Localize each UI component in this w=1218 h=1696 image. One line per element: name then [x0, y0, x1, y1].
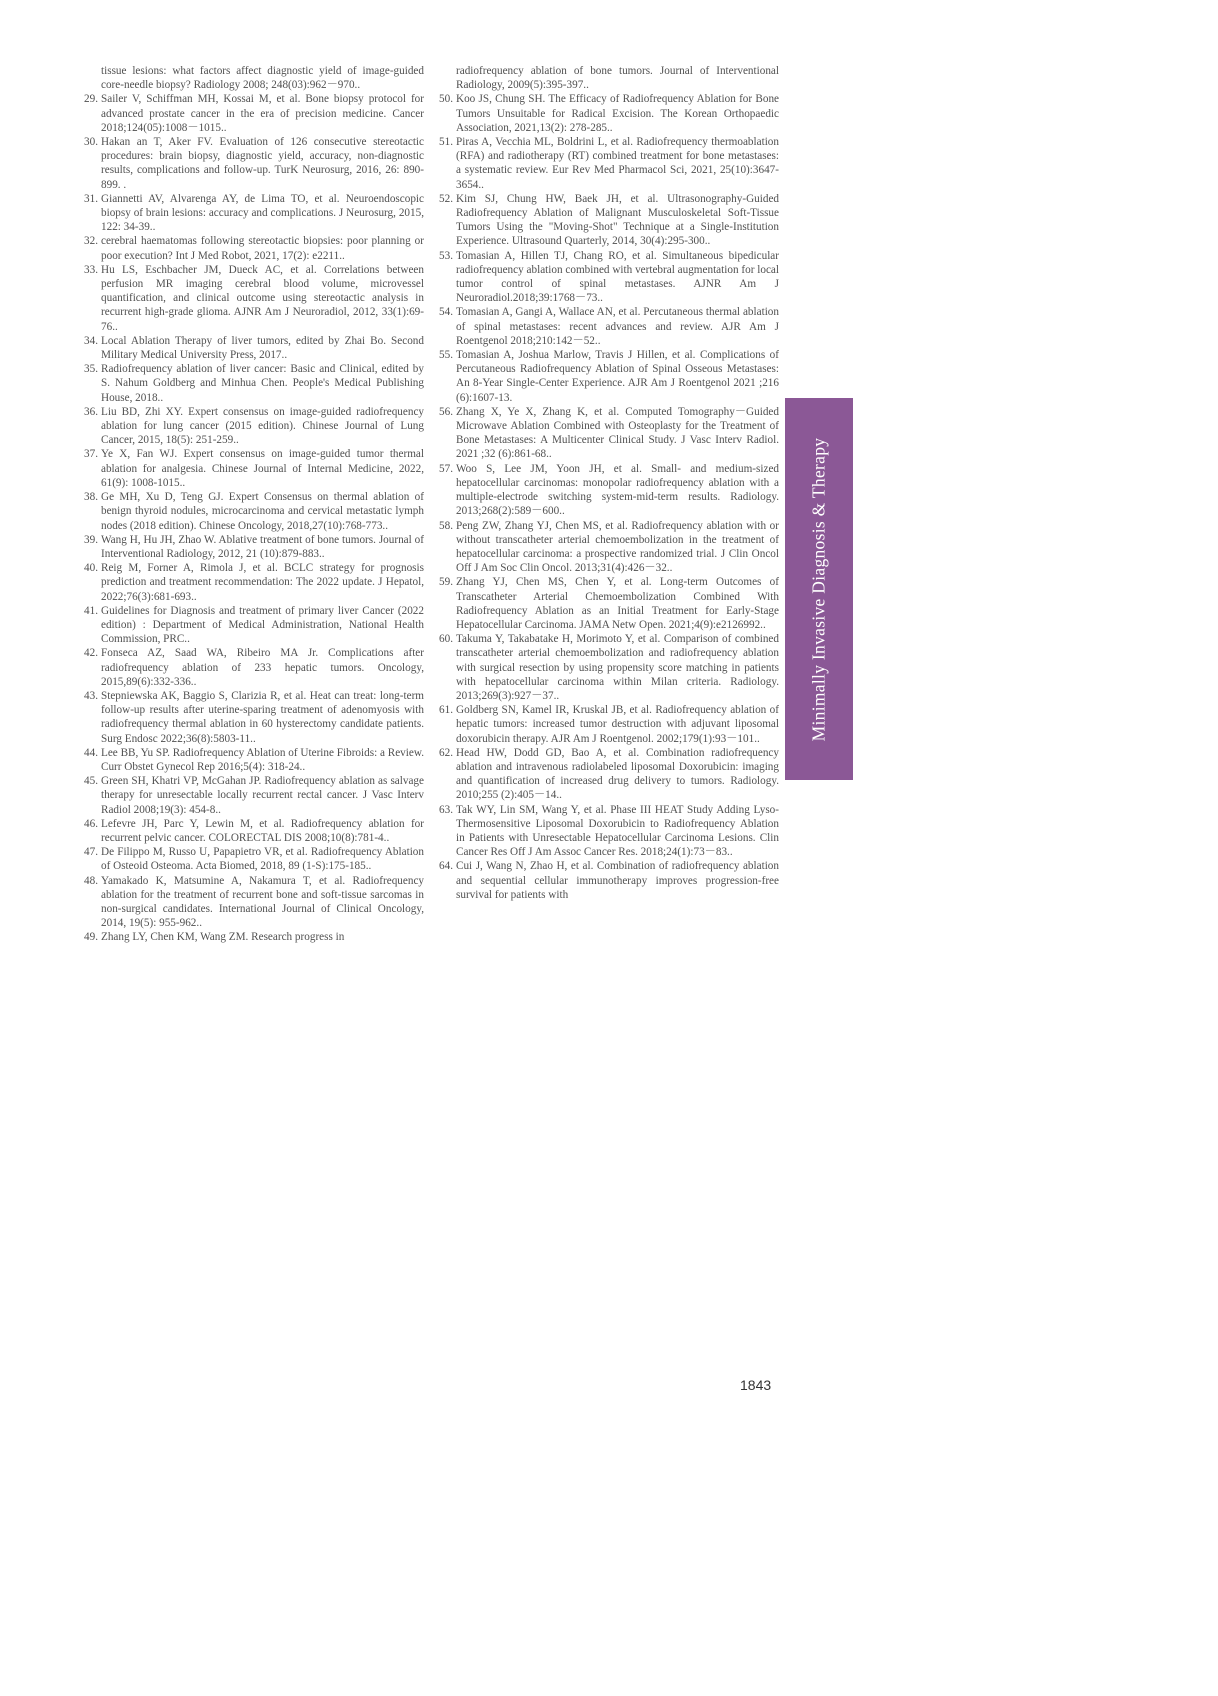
reference-entry: [439, 348, 779, 405]
reference-number: 53.: [439, 249, 453, 262]
reference-entry: [439, 632, 779, 703]
reference-text: Takuma Y, Takabatake H, Morimoto Y, et al. Comparison of combined transcatheter arterial chemoembolization and radiofrequency ablation with surgical resection by using propensity score matching in patients with hepatocellular carcinoma within Milan criteria. Radiology. 2013;269(3):927－37..: [456, 633, 779, 702]
reference-entry: [439, 575, 779, 632]
reference-entry: [439, 462, 779, 519]
reference-number: 29.: [84, 93, 98, 106]
reference-number: 35.: [84, 363, 98, 376]
reference-text: Ye X, Fan WJ. Expert consensus on image-guided tumor thermal ablation for analgesia. Chinese Journal of Internal Medicine, 2022, 61(9): 1008-1015..: [101, 448, 424, 489]
reference-number: 31.: [84, 192, 98, 205]
reference-text: Tomasian A, Hillen TJ, Chang RO, et al. Simultaneous bipedicular radiofrequency ablation combined with vertebral augmentation for local tumor control of spinal metastases. AJNR Am J Neuroradiol.2018;39:1768－73..: [456, 249, 779, 305]
reference-number: 60.: [439, 633, 453, 646]
page-number: 1843: [740, 1377, 772, 1393]
reference-entry: [84, 817, 424, 845]
reference-number: 43.: [84, 689, 98, 702]
reference-entry: [439, 803, 779, 860]
reference-entry: [84, 874, 424, 931]
reference-text: Hakan an T, Aker FV. Evaluation of 126 consecutive stereotactic procedures: brain biopsy, diagnostic yield, accuracy, non-diagnostic results, complications and follow-up. TurK Neurosurg, 2016, 26: 890-899. .: [101, 136, 424, 191]
reference-text: radiofrequency ablation of bone tumors. Journal of Interventional Radiology, 2009(5):395-397..: [456, 65, 779, 92]
reference-number: 41.: [84, 604, 98, 617]
reference-entry: [439, 405, 779, 462]
reference-text: Local Ablation Therapy of liver tumors, edited by Zhai Bo. Second Military Medical University Press, 2017..: [101, 334, 424, 362]
journal-section-tab: [785, 398, 853, 780]
reference-number: 44.: [84, 746, 98, 759]
reference-text: Zhang YJ, Chen MS, Chen Y, et al. Long-term Outcomes of Transcatheter Arterial Chemoembolization Combined With Radiofrequency Ablation as an Initial Treatment for Early-Stage Hepatocellular Carcinoma. JAMA Netw Open. 2021;4(9):e2126992..: [456, 576, 779, 631]
reference-number: 42.: [84, 647, 98, 660]
reference-entry: [84, 263, 424, 334]
reference-text: Hu LS, Eschbacher JM, Dueck AC, et al. Correlations between perfusion MR imaging cerebral blood volume, microvessel quantification, and clinical outcome using stereotactic analysis in recurrent high-grade glioma. AJNR Am J Neuroradiol, 2012, 33(1):69-76..: [101, 263, 424, 333]
reference-number: 38.: [84, 491, 98, 504]
reference-continuation: [439, 64, 779, 92]
reference-number: 55.: [439, 349, 453, 362]
reference-text: Kim SJ, Chung HW, Baek JH, et al. Ultrasonography-Guided Radiofrequency Ablation of Malignant Musculoskeletal Soft-Tissue Tumors Using the "Moving-Shot" Technique at a Single-Institution Experience. Ultrasound Quarterly, 2014, 30(4):295-300..: [456, 192, 779, 248]
reference-text: Tak WY, Lin SM, Wang Y, et al. Phase III HEAT Study Adding Lyso-Thermosensitive Liposomal Doxorubicin to Radiofrequency Ablation in Patients with Unresectable Hepatocellular Carcinoma Lesions. Clin Cancer Res Off J Am Assoc Cancer Res. 2018;24(1):73－83..: [456, 803, 779, 859]
reference-entry: [84, 405, 424, 448]
reference-entry: [84, 362, 424, 405]
reference-entry: [84, 689, 424, 746]
reference-entry: [84, 192, 424, 235]
reference-number: 56.: [439, 405, 453, 418]
reference-number: 63.: [439, 803, 453, 816]
reference-entry: [84, 746, 424, 774]
reference-number: 33.: [84, 263, 98, 276]
reference-number: 36.: [84, 405, 98, 418]
reference-text: Reig M, Forner A, Rimola J, et al. BCLC strategy for prognosis prediction and treatment recommendation: The 2022 update. J Hepatol, 2022;76(3):681-693..: [101, 562, 424, 603]
reference-number: 50.: [439, 93, 453, 106]
reference-number: 57.: [439, 462, 453, 475]
reference-text: Koo JS, Chung SH. The Efficacy of Radiofrequency Ablation for Bone Tumors Unsuitable for Radical Excision. The Korean Orthopaedic Association, 2021,13(2): 278-285..: [456, 93, 779, 134]
reference-text: Ge MH, Xu D, Teng GJ. Expert Consensus on thermal ablation of benign thyroid nodules, microcarcinoma and cervical metastatic lymph nodes (2018 edition). Chinese Oncology, 2018,27(10):768-773..: [101, 491, 424, 532]
reference-text: Radiofrequency ablation of liver cancer: Basic and Clinical, edited by S. Nahum Goldberg and Minhua Chen. People's Medical Publishing House, 2018..: [101, 363, 424, 404]
reference-text: Lefevre JH, Parc Y, Lewin M, et al. Radiofrequency ablation for recurrent pelvic cancer. COLORECTAL DIS 2008;10(8):781-4..: [101, 817, 424, 844]
reference-text: Goldberg SN, Kamel IR, Kruskal JB, et al. Radiofrequency ablation of hepatic tumors: increased tumor destruction with adjuvant liposomal doxorubicin therapy. AJR Am J Roentgenol. 2002;179(1):93－101..: [456, 704, 779, 745]
reference-entry: [84, 334, 424, 362]
reference-text: Cui J, Wang N, Zhao H, et al. Combination of radiofrequency ablation and sequential cellular immunotherapy improves progression-free survival for patients with: [456, 860, 779, 901]
reference-entry: [84, 845, 424, 873]
reference-text: Woo S, Lee JM, Yoon JH, et al. Small- and medium-sized hepatocellular carcinomas: monopolar radiofrequency ablation with a multiple-electrode switching system-mid-term results. Radiology. 2013;268(2):589－600..: [456, 462, 779, 518]
reference-entry: [84, 135, 424, 192]
reference-entry: [439, 135, 779, 192]
reference-text: tissue lesions: what factors affect diagnostic yield of image-guided core-needle biopsy? Radiology 2008; 248(03):962－970..: [101, 65, 424, 92]
reference-text: Tomasian A, Gangi A, Wallace AN, et al. Percutaneous thermal ablation of spinal metastases: recent advances and review. AJR Am J Roentgenol 2018;210:142－52..: [456, 306, 779, 347]
reference-entry: [84, 561, 424, 604]
reference-text: Sailer V, Schiffman MH, Kossai M, et al. Bone biopsy protocol for advanced prostate cancer in the era of precision medicine. Cancer 2018;124(05):1008－1015..: [101, 93, 424, 134]
reference-text: Piras A, Vecchia ML, Boldrini L, et al. Radiofrequency thermoablation (RFA) and radiotherapy (RT) combined treatment for bone metastases: a systematic review. Eur Rev Med Pharmacol Sci, 2021, 25(10):3647-3654..: [456, 136, 779, 191]
reference-text: Head HW, Dodd GD, Bao A, et al. Combination radiofrequency ablation and intravenous radiolabeled liposomal Doxorubicin: imaging and quantification of increased drug delivery to tumors. Radiology. 2010;255 (2):405－14..: [456, 746, 779, 802]
reference-number: 58.: [439, 519, 453, 532]
reference-entry: [84, 533, 424, 561]
reference-number: 64.: [439, 860, 453, 873]
reference-number: 62.: [439, 746, 453, 759]
reference-entry: [84, 930, 424, 944]
reference-entry: [439, 519, 779, 576]
reference-number: 61.: [439, 704, 453, 717]
references-left-column: [84, 64, 424, 945]
reference-text: Zhang X, Ye X, Zhang K, et al. Computed Tomography－Guided Microwave Ablation Combined with Osteoplasty for the Treatment of Bone Metastases: A Multicenter Clinical Study. J Vasc Interv Radiol. 2021 ;32 (6):861-68..: [456, 405, 779, 461]
reference-number: 51.: [439, 136, 453, 149]
reference-entry: [84, 234, 424, 262]
reference-entry: [439, 859, 779, 902]
reference-text: Tomasian A, Joshua Marlow, Travis J Hillen, et al. Complications of Percutaneous Radiofrequency Ablation of Spinal Osseous Metastases: An 8-Year Single-Center Experience. AJR Am J Roentgenol 2021 ;216 (6):1607-13.: [456, 349, 779, 404]
reference-entry: [439, 192, 779, 249]
reference-continuation: [84, 64, 424, 92]
reference-text: Lee BB, Yu SP. Radiofrequency Ablation of Uterine Fibroids: a Review. Curr Obstet Gynecol Rep 2016;5(4): 318-24..: [101, 746, 424, 773]
reference-entry: [84, 490, 424, 533]
reference-number: 52.: [439, 192, 453, 205]
reference-text: Guidelines for Diagnosis and treatment of primary liver Cancer (2022 edition) : Department of Medical Administration, National Health Commission, PRC..: [101, 604, 424, 646]
reference-entry: [84, 774, 424, 817]
reference-number: 48.: [84, 874, 98, 887]
reference-number: 46.: [84, 817, 98, 830]
reference-entry: [84, 92, 424, 135]
reference-number: 40.: [84, 562, 98, 575]
reference-text: Fonseca AZ, Saad WA, Ribeiro MA Jr. Complications after radiofrequency ablation of 233 hepatic tumors. Oncology, 2015,89(6):332-336..: [101, 647, 424, 688]
journal-section-label: Minimally Invasive Diagnosis & Therapy: [808, 437, 829, 741]
reference-number: 47.: [84, 846, 98, 859]
reference-text: Green SH, Khatri VP, McGahan JP. Radiofrequency ablation as salvage therapy for unresectable locally recurrent rectal cancer. J Vasc Interv Radiol 2008;19(3): 454-8..: [101, 775, 424, 816]
reference-entry: [439, 305, 779, 348]
reference-text: Stepniewska AK, Baggio S, Clarizia R, et al. Heat can treat: long-term follow-up results after uterine-sparing treatment of adenomyosis with radiofrequency thermal ablation in 60 hysterectomy candidate patients. Surg Endosc 2022;36(8):5803-11..: [101, 689, 424, 745]
reference-entry: [84, 604, 424, 647]
reference-number: 34.: [84, 334, 98, 347]
reference-text: cerebral haematomas following stereotactic biopsies: poor planning or poor execution? Int J Med Robot, 2021, 17(2): e2211..: [101, 235, 424, 262]
reference-number: 49.: [84, 931, 98, 944]
reference-text: Yamakado K, Matsumine A, Nakamura T, et al. Radiofrequency ablation for the treatment of recurrent bone and soft-tissue sarcomas in non-surgical candidates. International Journal of Clinical Oncology, 2014, 19(5): 955-962..: [101, 874, 424, 930]
reference-number: 45.: [84, 775, 98, 788]
reference-entry: [439, 703, 779, 746]
reference-entry: [439, 746, 779, 803]
reference-number: 39.: [84, 533, 98, 546]
reference-text: Liu BD, Zhi XY. Expert consensus on image-guided radiofrequency ablation for lung cancer (2015 edition). Chinese Journal of Lung Cancer, 2015, 18(5): 251-259..: [101, 405, 424, 447]
reference-number: 59.: [439, 576, 453, 589]
reference-text: Wang H, Hu JH, Zhao W. Ablative treatment of bone tumors. Journal of Interventional Radiology, 2012, 21 (10):879-883..: [101, 533, 424, 560]
reference-entry: [84, 646, 424, 689]
reference-number: 30.: [84, 136, 98, 149]
reference-number: 37.: [84, 448, 98, 461]
reference-text: Giannetti AV, Alvarenga AY, de Lima TO, et al. Neuroendoscopic biopsy of brain lesions: accuracy and complications. J Neurosurg, 2015, 122: 34-39..: [101, 192, 424, 234]
reference-text: Zhang LY, Chen KM, Wang ZM. Research progress in: [101, 931, 345, 944]
references-right-column: [439, 64, 779, 902]
reference-entry: [439, 249, 779, 306]
reference-number: 54.: [439, 306, 453, 319]
reference-entry: [439, 92, 779, 135]
reference-text: De Filippo M, Russo U, Papapietro VR, et al. Radiofrequency Ablation of Osteoid Osteoma. Acta Biomed, 2018, 89 (1-S):175-185..: [101, 846, 424, 873]
reference-text: Peng ZW, Zhang YJ, Chen MS, et al. Radiofrequency ablation with or without transcatheter arterial chemoembolization in the treatment of hepatocellular carcinoma: a prospective randomized trial. J Clin Oncol Off J Am Soc Clin Oncol. 2013;31(4):426－32..: [456, 519, 779, 575]
reference-entry: [84, 447, 424, 490]
reference-number: 32.: [84, 235, 98, 248]
